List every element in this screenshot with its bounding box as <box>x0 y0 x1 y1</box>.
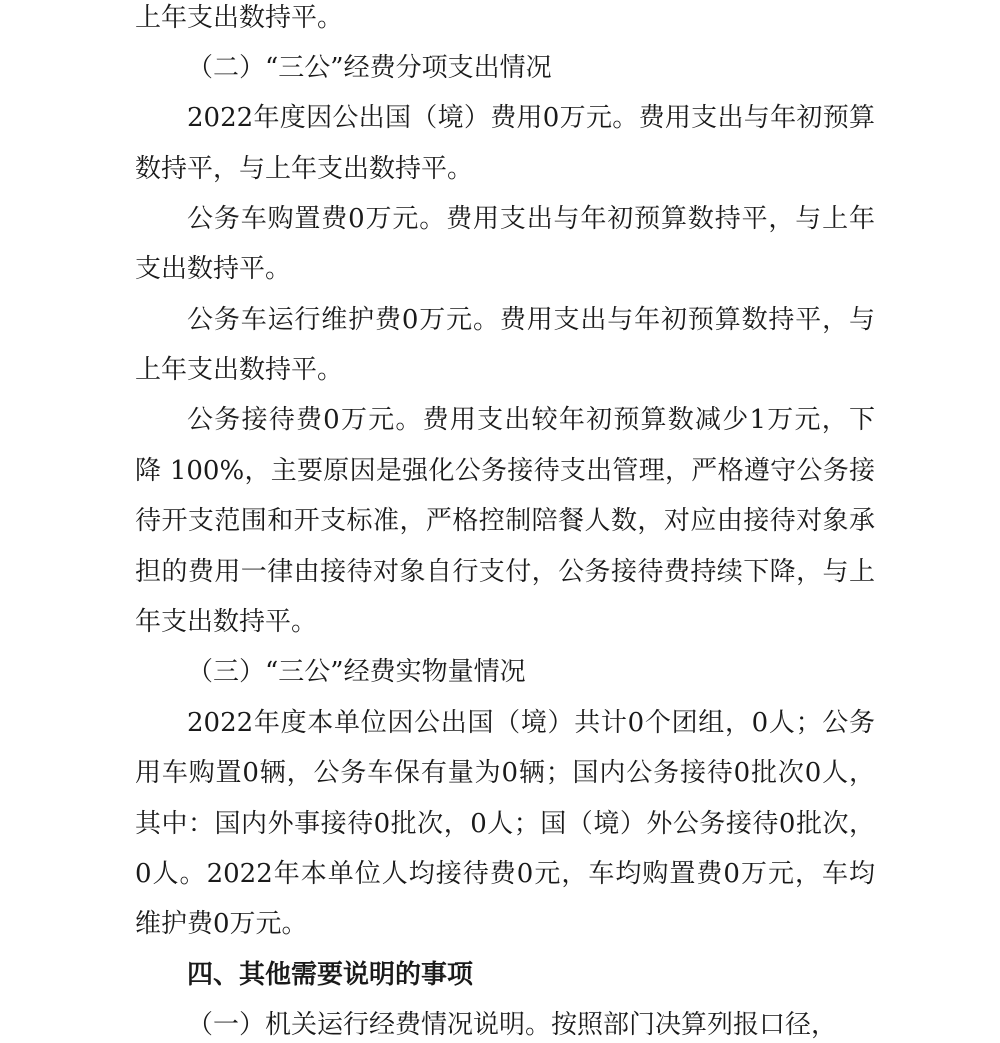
text-line: 担的费用一律由接待对象自行支付，公务接待费持续下降，与上 <box>135 557 875 587</box>
text-line: （一）机关运行经费情况说明。按照部门决算列报口径， <box>187 1010 838 1040</box>
text-line: 0人。2022年本单位人均接待费0元，车均购置费0万元，车均 <box>135 859 875 889</box>
text-line: 维护费0万元。 <box>135 909 308 939</box>
text-line: 数持平，与上年支出数持平。 <box>135 154 474 184</box>
text-line: 公务车运行维护费0万元。费用支出与年初预算数持平，与 <box>187 305 875 335</box>
text-line: 年支出数持平。 <box>135 607 318 637</box>
text-line: 2022年度因公出国（境）费用0万元。费用支出与年初预算 <box>187 103 875 133</box>
text-line: 公务接待费0万元。费用支出较年初预算数减少1万元，下 <box>187 405 875 435</box>
section-heading-2: （二）“三公”经费分项支出情况 <box>187 53 552 83</box>
text-line: 上年支出数持平。 <box>135 3 344 33</box>
text-line: 其中：国内外事接待0批次，0人；国（境）外公务接待0批次， <box>135 809 875 839</box>
text-line: 2022年度本单位因公出国（境）共计0个团组，0人；公务 <box>187 708 875 738</box>
text-line: 用车购置0辆，公务车保有量为0辆；国内公务接待0批次0人， <box>135 758 875 788</box>
text-line: 公务车购置费0万元。费用支出与年初预算数持平，与上年 <box>187 204 875 234</box>
text-line: 降 100%，主要原因是强化公务接待支出管理，严格遵守公务接 <box>135 456 875 486</box>
text-line: 待开支范围和开支标准，严格控制陪餐人数，对应由接待对象承 <box>135 506 875 536</box>
section-heading-3: （三）“三公”经费实物量情况 <box>187 657 526 687</box>
text-line: 支出数持平。 <box>135 254 292 284</box>
section-heading-4: 四、其他需要说明的事项 <box>187 960 474 990</box>
text-line: 上年支出数持平。 <box>135 355 344 385</box>
